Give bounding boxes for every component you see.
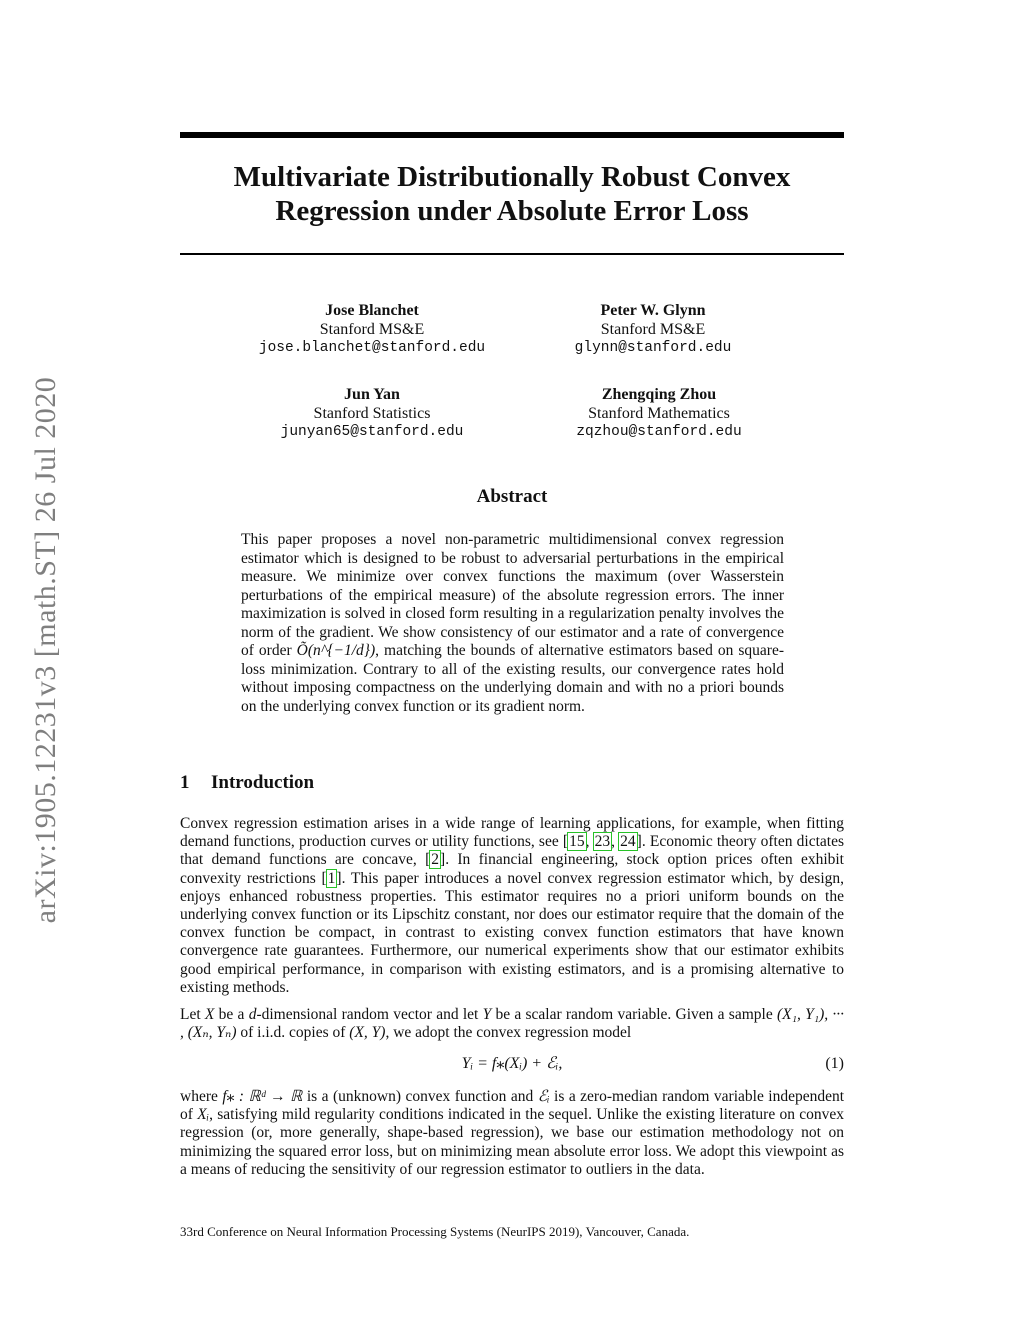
title-bottom-rule [180, 253, 844, 255]
author-email: zqzhou@stanford.edu [576, 424, 742, 440]
text-run: -dimensional random vector and let [256, 1006, 479, 1023]
equation-1 [180, 1053, 844, 1075]
text-run: ]. In financial engineering, stock option prices often exhibit convexity restrictions [ [180, 851, 844, 887]
text-run: where [180, 1088, 218, 1105]
author-block [227, 385, 517, 442]
section-number: 1 [180, 772, 190, 793]
equation-number: (1) [825, 1055, 844, 1072]
section-title: Introduction [211, 772, 315, 793]
citation-link[interactable]: 15 [569, 833, 585, 851]
math-expression: (X₁, Y₁), ··· , (Xₙ, Yₙ) [180, 1006, 845, 1042]
intro-paragraph-2 [180, 1006, 844, 1042]
math-variable: d [248, 1006, 257, 1023]
author-name: Peter W. Glynn [600, 302, 706, 319]
math-variable: X [204, 1006, 215, 1023]
text-run: be a scalar random variable. Given a sample [495, 1006, 773, 1023]
intro-paragraph-1: Convex regression estimation arises in a wide range of learning applications, for example, when fitting demand functions, production curves or utility functions, see [15, 23, 24]. Economic theory often dictates that demand functions are concave, [2]. In financial engineering, stock option prices often exhibit convexity restrictions [1]. This paper introduces a novel convex regression estimator which, by design, enjoys enhanced robustness properties. This estimator requires no a priori uniform bounds on the underlying convex function or its Lipschitz constant, nor does our estimator require that the domain of the convex function be compact, in contrast to existing convex function estimators that have known convergence rate guarantees. Furthermore, our numerical experiments show that our estimator exhibits good empirical performance, in comparison with existing estimators, and is a promising alternative to existing methods. [180, 815, 844, 996]
author-affiliation: Stanford Mathematics [588, 405, 730, 422]
section-heading [180, 771, 314, 795]
author-email: junyan65@stanford.edu [280, 424, 464, 440]
author-name: Zhengqing Zhou [601, 386, 717, 403]
author-affiliation: Stanford MS&E [319, 321, 425, 338]
abstract-text [241, 531, 784, 716]
equation-body: Yᵢ = f⁎(Xᵢ) + ℰᵢ, [461, 1055, 563, 1072]
author-affiliation: Stanford MS&E [600, 321, 706, 338]
arxiv-side-label-container [20, 340, 72, 960]
citation-link[interactable]: 24 [620, 833, 636, 851]
math-variable: Y [482, 1006, 492, 1023]
author-name: Jun Yan [344, 386, 400, 403]
text-run: is a (unknown) convex function and [306, 1088, 534, 1105]
text-run: ]. Economic theory often dictates that demand functions are concave, [ [180, 833, 844, 869]
abstract-text-part-2: , matching the bounds of alternative estimators based on square-loss minimization. Contrary to all of the existing results, our convergence rates hold without imposing compactness on the underlying domain and with no a priori bounds on the underlying convex function or its gradient norm. [241, 642, 784, 715]
author-block [227, 301, 517, 358]
text-run: of i.i.d. copies of [240, 1024, 346, 1042]
text-run: Convex regression estimation arises in a wide range of learning applications, for example, when fitting demand functions, production curves or utility functions, see [ [180, 815, 844, 851]
citation-link[interactable]: 1 [327, 869, 336, 887]
author-block [508, 301, 798, 358]
paper-title [180, 160, 844, 228]
text-run: Let [180, 1006, 201, 1023]
math-expression: (X, Y) [349, 1024, 386, 1042]
abstract-heading: Abstract [476, 486, 548, 507]
math-variable: Xᵢ [197, 1106, 210, 1124]
text-run: , satisfying mild regularity conditions indicated in the sequel. Unlike the existing literature on convex regression (or, more generally, shape-based regression), we base our estimation methodology not on minimizing the squared error loss, but on minimizing mean absolute error loss. We adopt this viewpoint as a means of reducing the sensitivity of our regression estimator to outliers in the data. [180, 1106, 845, 1178]
arxiv-identifier: arXiv:1905.12231v3 [math.ST] 26 Jul 2020 [29, 376, 62, 924]
text-run: be a [218, 1006, 245, 1023]
text-run: , we adopt the convex regression model [385, 1024, 632, 1042]
author-block [514, 385, 804, 442]
paper-title-line-1: Multivariate Distributionally Robust Convex [233, 161, 791, 193]
author-email: jose.blanchet@stanford.edu [258, 340, 486, 356]
paper-title-line-2: Regression under Absolute Error Loss [275, 195, 749, 227]
math-variable: ℰᵢ [537, 1088, 550, 1105]
text-run: is a zero-median random variable independent of [180, 1088, 845, 1124]
math-expression: f⁎ : ℝᵈ → ℝ [222, 1088, 303, 1105]
citation-link[interactable]: 2 [431, 851, 440, 869]
intro-paragraph-3 [180, 1088, 844, 1179]
conference-footnote: 33rd Conference on Neural Information Processing Systems (NeurIPS 2019), Vancouver, Canada. [180, 1224, 690, 1239]
convergence-rate-expression: Õ(n^{−1/d}) [296, 642, 376, 659]
citation-link[interactable]: 23 [594, 833, 611, 851]
title-top-rule [180, 132, 844, 138]
author-email: glynn@stanford.edu [574, 340, 732, 356]
author-name: Jose Blanchet [325, 302, 419, 319]
abstract-text-part-1: This paper proposes a novel non-parametric multidimensional convex regression estimator which is designed to be robust to adversarial perturbations in the empirical measure. We minimize over convex functions the maximum (over Wasserstein perturbations of the empirical measure) of the absolute regression errors. The inner maximization is solved in closed form resulting in a regularization penalty involves the norm of the gradient. We show consistency of our estimator and a rate of convergence of order [241, 531, 784, 659]
author-affiliation: Stanford Statistics [313, 405, 431, 422]
text-run: ]. This paper introduces a novel convex regression estimator which, by design, enjoys enhanced robustness properties. This estimator requires no a priori uniform bounds on the underlying convex function or its Lipschitz constant, nor does our estimator require that the domain of the convex function be compact, in contrast to existing convex function estimators that have known convergence rate guarantees. Furthermore, our numerical experiments show that our estimator exhibits good empirical performance, in comparison with existing estimators, and is a promising alternative to existing methods. [180, 869, 844, 996]
